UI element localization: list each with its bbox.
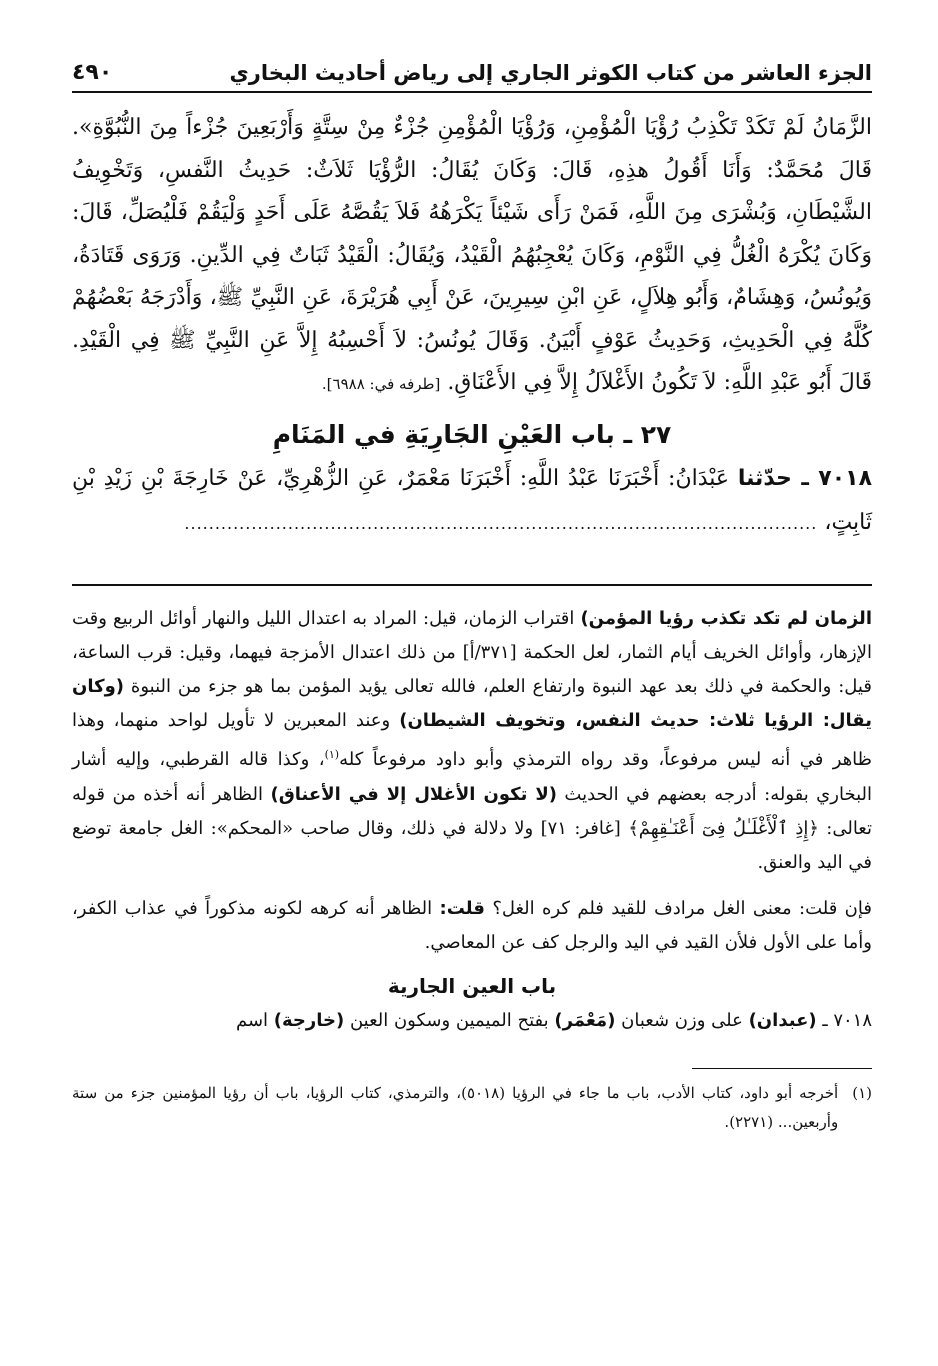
commentary-text: اقتراب الزمان، قيل: المراد به اعتدال الليل والنهار أوائل الربيع وقت الإزهار، وأوائل الخريف أيام الثمار، لعل الحكمة [٣٧١/أ] من ذلك اعتدال الأمزجة فيهما، وقيل: قرب الساعة، قيل: والحكمة في ذلك بعد عهد النبوة وارتفاع العلم، فالله تعالى يؤيد المؤمن بما هو جزء من النبوة	[72, 607, 872, 697]
commentary-text: على وزن شعبان	[621, 1010, 743, 1032]
page-header	[72, 60, 872, 93]
footnote	[72, 1079, 872, 1137]
chapter-heading: ٢٧ ـ باب العَيْنِ الجَارِيَةِ في المَنَامِ	[272, 419, 672, 449]
commentary-text: وعند المعبرين لا تأويل لواحد منهما، وهذا ظاهر في أنه ليس مرفوعاً، وقد رواه الترمذي وأبو داود مرفوعاً كله	[72, 710, 872, 771]
footnote-text: أخرجه أبو داود، كتاب الأدب، باب ما جاء في الرؤيا (٥٠١٨)، والترمذي، كتاب الرؤيا، باب أن رؤيا المؤمنين جزء من ستة وأربعين... (٢٢٧١).	[72, 1084, 839, 1132]
commentary-paragraph-3	[72, 1004, 872, 1038]
commentary-paragraph-1	[72, 602, 872, 881]
hadith-body: الزَّمَانُ لَمْ تَكَدْ تَكْذِبُ رُؤْيَا الْمُؤْمِنِ، وَرُؤْيَا الْمُؤْمِنِ جُزْءٌ مِنْ سِتَّةٍ وَأَرْبَعِينَ جُزْءاً مِنَ النُّبُوَّةِ». قَالَ مُحَمَّدٌ: وَأَنَا أَقُولُ هذِهِ، قَالَ: وَكَانَ يُقَالُ: الرُّؤْيَا ثَلاَثٌ: حَدِيثُ النَّفسِ، وَتَخْوِيفُ الشَّيْطَانِ، وَبُشْرَى مِنَ اللَّهِ، فَمَنْ رَأَى شَيْئاً يَكْرَهُهُ فَلاَ يَقُصَّهُ عَلَى أَحَدٍ وَلْيَقُمْ فَلْيُصَلِّ، قَالَ: وَكَانَ يُكْرَهُ الْغُلُّ فِي النَّوْمِ، وَكَانَ يُعْجِبُهُمُ الْقَيْدُ، وَيُقَالُ: الْقَيْدُ ثَبَاتٌ فِي الدِّينِ. وَرَوَى قَتَادَةُ، وَيُونُسُ، وَهِشَامٌ، وَأَبُو هِلاَلٍ، عَنِ ابْنِ سِيرِينَ، عَنْ أَبِي هُرَيْرَةَ، عَنِ النَّبِيِّ ﷺ، وَأَدْرَجَهُ بَعْضُهُمْ كُلَّهُ فِي الْحَدِيثِ، وَحَدِيثُ عَوْفٍ أَبْيَنُ. وَقَالَ يُونُسُ: لاَ أَحْسِبُهُ إِلاَّ عَنِ النَّبِيِّ ﷺ فِي الْقَيْدِ. قَالَ أَبُو عَبْدِ اللَّهِ: لاَ تَكُونُ الأَغْلاَلُ إِلاَّ فِي الأَعْنَاقِ.	[72, 115, 872, 395]
commentary-quote: (مَعْمَر)	[554, 1010, 616, 1032]
section-divider	[72, 584, 872, 586]
commentary-quote: (لا تكون الأغلال إلا في الأعناق)	[270, 783, 557, 805]
footnote-number: (١)	[852, 1084, 872, 1103]
running-title: الجزء العاشر من كتاب الكوثر الجاري إلى رياض أحاديث البخاري	[229, 61, 872, 85]
commentary-quote: الزمان لم تكد تكذب رؤيا المؤمن)	[580, 607, 872, 629]
commentary-text: الظاهر أنه كرهه لكونه مذكوراً في عذاب الكفر، وأما على الأول فلأن القيد في اليد والرجل كف عن المعاصي.	[72, 898, 872, 954]
hadith-7018	[72, 457, 872, 546]
footnote-ref[interactable]: (١)	[324, 748, 340, 762]
page-number: ٤٩٠	[72, 60, 113, 85]
commentary-paragraph-2	[72, 892, 872, 960]
hadith-text-continued	[72, 107, 872, 406]
commentary-text: الظاهر أنه أخذه من قوله تعالى: ﴿إِذِ ٱلْأَغْلَـٰلُ فِىٓ أَعْنَـٰقِهِمْ﴾ [غافر: ٧١] ولا دلالة في ذلك، وقال صاحب «المحكم»: الغل جامعة توضع في اليد والعنق.	[72, 783, 873, 873]
cross-reference: [طرفه في: ٦٩٨٨].	[321, 375, 441, 393]
footnote-rule	[692, 1068, 872, 1069]
commentary-quote: (خارجة)	[273, 1010, 345, 1032]
commentary-chapter-heading: باب العين الجارية	[387, 974, 557, 999]
book-page	[72, 60, 872, 1137]
commentary-text: ، وكذا قاله القرطبي، وإليه أشار البخاري بقوله: أدرجه بعضهم في الحديث	[72, 749, 872, 805]
commentary-text: بفتح الميمين وسكون العين	[349, 1010, 549, 1032]
commentary-quote: (عبدان)	[748, 1010, 817, 1032]
hadith-number-lead: ٧٠١٨ ـ حدّثنا	[737, 465, 872, 491]
commentary-quote: (وكان يقال: الرؤيا ثلاث: حديث النفس، وتخويف الشيطان)	[72, 675, 872, 732]
commentary-answer-label: قلت:	[439, 898, 485, 920]
commentary-text: اسم	[235, 1010, 269, 1032]
hadith-chain: عَبْدَانُ: أَخْبَرَنَا عَبْدُ اللَّهِ: أَخْبَرَنَا مَعْمَرٌ، عَنِ الزُّهْرِيِّ، عَنْ خَارِجَةَ بْنِ زَيْدِ بْنِ ثَابِتٍ،	[72, 465, 872, 535]
ellipsis-dots: ........................................................................................................	[184, 513, 818, 533]
commentary-text: فإن قلت: معنى الغل مرادف للقيد فلم كره الغل؟	[492, 898, 872, 920]
hadith-number: ٧٠١٨ ـ	[822, 1010, 872, 1032]
